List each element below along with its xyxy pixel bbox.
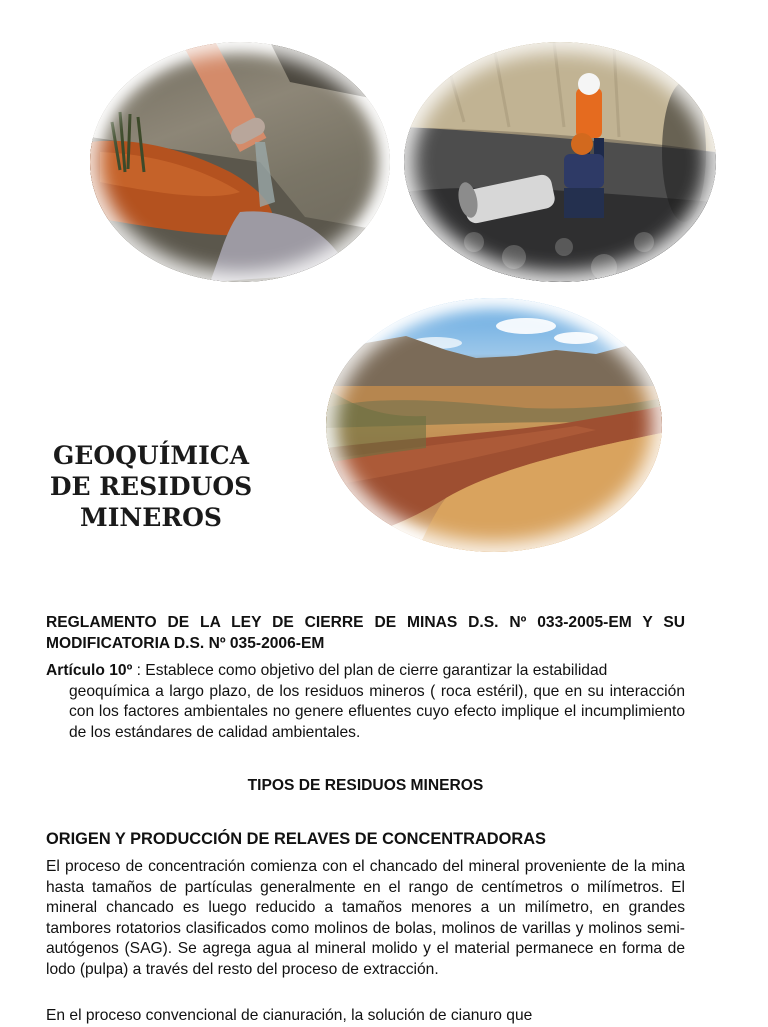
- photo-workers-pipe: [404, 42, 716, 282]
- article-label: Artículo 10º: [46, 662, 133, 679]
- title-line-3: MINEROS: [80, 503, 222, 532]
- regulation-heading: REGLAMENTO DE LA LEY DE CIERRE DE MINAS D.S. Nº 033-2005-EM Y SU MODIFICATORIA D.S. Nº 035-2006-EM: [46, 614, 685, 652]
- title-line-2: DE RESIDUOS: [49, 472, 253, 501]
- photo-drainage-pipe: [90, 42, 390, 282]
- article-10-paragraph: [46, 661, 685, 743]
- cyanidation-paragraph: En el proceso convencional de cianuración, la solución de cianuro que: [46, 1007, 533, 1024]
- origin-heading: ORIGEN Y PRODUCCIÓN DE RELAVES DE CONCENTRADORAS: [46, 830, 546, 848]
- document-title: [40, 440, 262, 533]
- photo-orange-stream: [326, 298, 662, 552]
- article-text-rest: geoquímica a largo plazo, de los residuos mineros ( roca estéril), que en su interacción con los factores ambientales no genere efluentes cuyo efecto implique el incumplimiento de los estándares de calidad ambientales.: [69, 682, 685, 741]
- article-text-first: : Establece como objetivo del plan de cierre garantizar la estabilidad: [132, 662, 608, 679]
- types-heading: TIPOS DE RESIDUOS MINEROS: [247, 777, 484, 794]
- origin-paragraph: El proceso de concentración comienza con el chancado del mineral proveniente de la mina hasta tamaños de partículas generalmente en el rango de centímetros o milímetros. El mineral chancado es luego reducido a tamaños menores a un milímetro, en grandes tambores rotatorios clasificados como molinos de bolas, molinos de varillas y molinos semi-autógenos (SAG). Se agrega agua al mineral molido y el material permanece en forma de lodo (pulpa) a través del resto del proceso de extracción.: [46, 858, 685, 978]
- title-line-1: GEOQUÍMICA: [52, 441, 250, 470]
